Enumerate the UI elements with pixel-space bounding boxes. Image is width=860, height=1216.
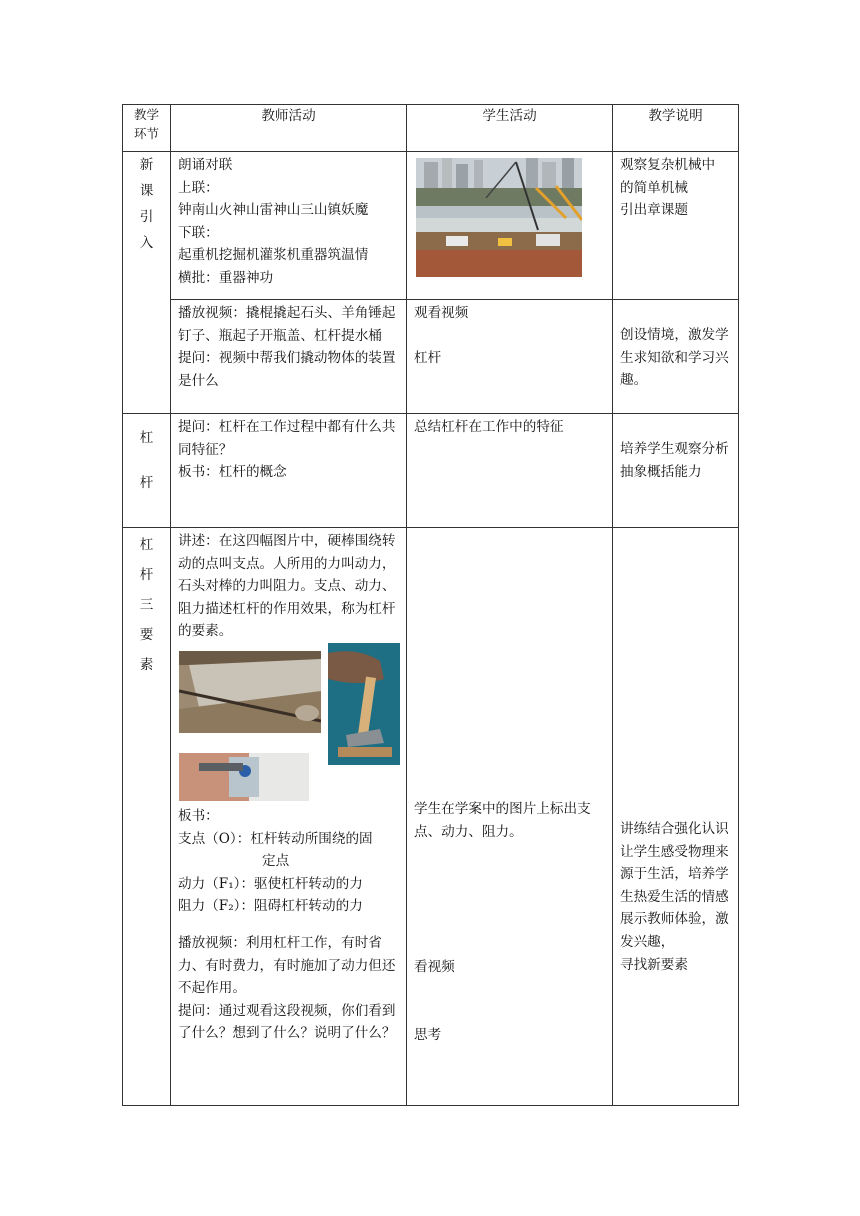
text-line: 总结杠杆在工作中的特征 bbox=[414, 419, 564, 435]
text-line: 支点（O）：杠杆转动所围绕的固 bbox=[178, 830, 373, 847]
text-block: 提问：视频中帮我们撬动物体的装置是什么 bbox=[178, 350, 396, 389]
table-row bbox=[123, 414, 739, 528]
teacher-cell bbox=[171, 528, 407, 1106]
student-cell bbox=[407, 152, 613, 300]
teacher-cell bbox=[171, 300, 407, 414]
note-cell bbox=[613, 528, 739, 1106]
text-line: 看视频 bbox=[414, 959, 455, 976]
student-cell bbox=[407, 300, 613, 414]
teacher-cell bbox=[171, 414, 407, 528]
text-line: 下联： bbox=[178, 224, 219, 241]
text-line: 定点 bbox=[262, 853, 290, 870]
text-line: 动力（F₁）：驱使杠杆转动的力 bbox=[178, 875, 363, 892]
text-block: 创设情境，激发学生求知欲和学习兴趣。 bbox=[620, 327, 729, 389]
table-row bbox=[123, 300, 739, 414]
stage-three-elements: 杠杆三要素 bbox=[123, 528, 171, 1106]
construction-site-photo bbox=[416, 158, 582, 277]
text-block: 寻找新要素 bbox=[620, 956, 688, 973]
header-teacher: 教师活动 bbox=[171, 105, 407, 152]
table-header-row bbox=[123, 105, 739, 152]
text-block: 学生在学案中的图片上标出支点、动力、阻力。 bbox=[414, 801, 591, 840]
student-cell bbox=[407, 414, 613, 528]
header-stage: 教学环节 bbox=[123, 105, 171, 152]
text-block: 播放视频：利用杠杆工作，有时省力、有时费力，有时施加了动力但还不起作用。 bbox=[178, 934, 396, 997]
crowbar-photo bbox=[179, 651, 321, 733]
note-cell bbox=[613, 300, 739, 414]
text-block: 展示教师体验，激发兴趣， bbox=[620, 911, 729, 950]
header-student: 学生活动 bbox=[407, 105, 613, 152]
lesson-plan-table bbox=[122, 104, 739, 1106]
note-cell bbox=[613, 152, 739, 300]
text-block: 讲述：在这四幅图片中，硬棒围绕转动的点叫支点。人所用的力叫动力，石头对棒的力叫阻力。支点、动力、阻力描述杠杆的作用效果，称为杠杆的要素。 bbox=[178, 533, 396, 640]
text-line: 朗诵对联 bbox=[178, 157, 233, 173]
text-line: 板书： bbox=[178, 807, 219, 824]
text-block: 讲练结合强化认识 bbox=[620, 821, 729, 837]
teacher-cell bbox=[171, 152, 407, 300]
hammer-photo bbox=[328, 643, 400, 765]
text-block: 培养学生观察分析抽象概括能力 bbox=[620, 441, 729, 480]
table-row bbox=[123, 528, 739, 1106]
text-line: 的简单机械 bbox=[620, 179, 688, 196]
text-line: 起重机挖掘机灌浆机重器筑温情 bbox=[178, 247, 369, 264]
lever-photos bbox=[178, 643, 399, 805]
text-block: 提问：通过观看这段视频，你们看到了什么？想到了什么？说明了什么？ bbox=[178, 1002, 396, 1042]
student-cell bbox=[407, 528, 613, 1106]
text-block: 提问：杠杆在工作过程中都有什么共同特征？ bbox=[178, 419, 396, 458]
text-line: 思考 bbox=[414, 1026, 442, 1043]
note-cell bbox=[613, 414, 739, 528]
header-note: 教学说明 bbox=[613, 105, 739, 152]
bottle-opener-photo bbox=[179, 753, 309, 801]
text-line: 引出章课题 bbox=[620, 202, 688, 219]
table-row bbox=[123, 152, 739, 300]
text-block: 播放视频：撬棍撬起石头、羊角锤起钉子、瓶起子开瓶盖、杠杆提水桶 bbox=[178, 305, 396, 344]
text-line: 观察复杂机械中 bbox=[620, 157, 716, 173]
text-block: 板书：杠杆的概念 bbox=[178, 464, 287, 481]
text-line: 杠杆 bbox=[414, 350, 442, 367]
text-line: 阻力（F₂）：阻碍杠杆转动的力 bbox=[178, 898, 363, 915]
text-block: 让学生感受物理来源于生活，培养学生热爱生活的情感 bbox=[620, 843, 729, 905]
text-line: 钟南山火神山雷神山三山镇妖魔 bbox=[178, 202, 369, 219]
text-line: 横批：重器神功 bbox=[178, 269, 274, 286]
stage-intro: 新课引入 bbox=[123, 152, 171, 414]
text-line: 上联： bbox=[178, 179, 219, 196]
text-line: 观看视频 bbox=[414, 305, 469, 321]
stage-lever: 杠杆 bbox=[123, 414, 171, 528]
